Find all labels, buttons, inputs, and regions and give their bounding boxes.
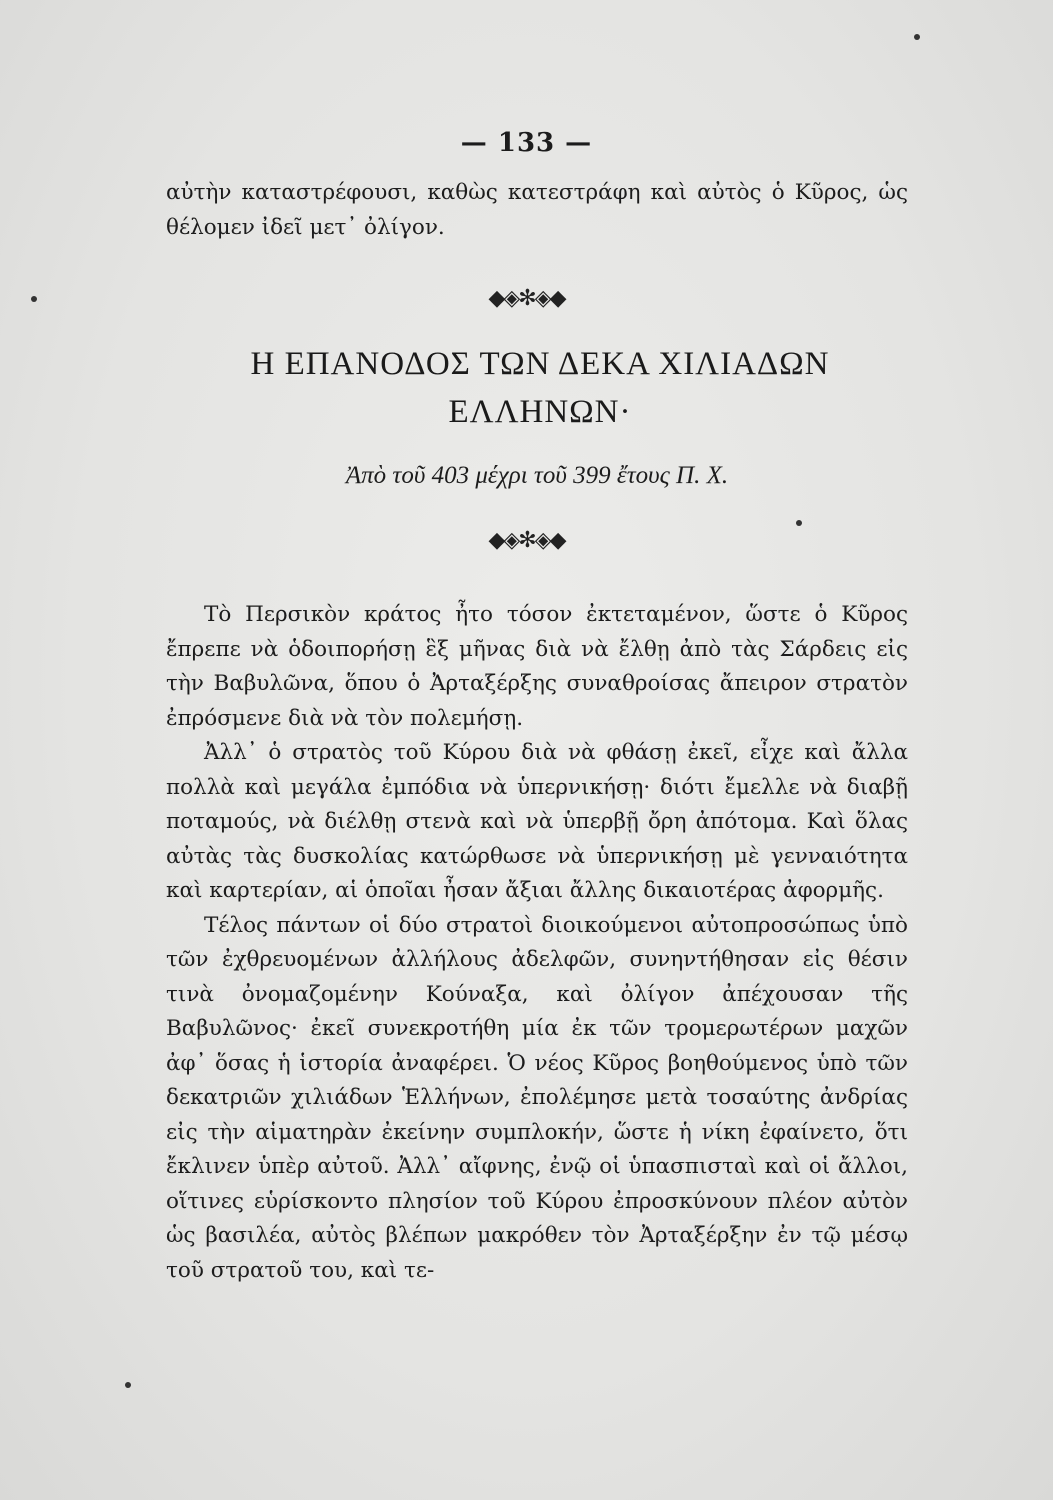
paragraph: Τὸ Περσικὸν κράτος ἦτο τόσον ἐκτεταμένον, ὥστε ὁ Κῦρος ἔπρεπε νὰ ὁδοιπορήσῃ ἓξ μῆνας διὰ νὰ ἔλθῃ ἀπὸ τὰς Σάρδεις εἰς τὴν Βαβυλῶνα, ὅπου ὁ Ἀρταξέρξης συναθροίσας ἄπειρον στρατὸν ἐπρόσμενε διὰ νὰ τὸν πολεμήσῃ. xyxy=(166,602,908,731)
speck xyxy=(914,34,920,40)
paragraph: Ἀλλ᾽ ὁ στρατὸς τοῦ Κύρου διὰ νὰ φθάσῃ ἐκεῖ, εἶχε καὶ ἄλλα πολλὰ καὶ μεγάλα ἐμπόδια νὰ ὑπερνικήσῃ· διότι ἔμελλε νὰ διαβῇ ποταμούς, νὰ διέλθῃ στενὰ καὶ νὰ ὑπερβῇ ὄρη ἀπότομα. Καὶ ὅλας αὐτὰς τὰς δυσκολίας κατώρθωσε νὰ ὑπερνικήσῃ μὲ γενναιότητα καὶ καρτερίαν, αἱ ὁποῖαι ἦσαν ἄξιαι ἄλλης δικαιοτέρας ἀφορμῆς. xyxy=(166,740,908,903)
chapter-title: Η ΕΠΑΝΟΔΟΣ ΤΩΝ ΔΕΚΑ ΧΙΛΙΑΔΩΝ ΕΛΛΗΝΩΝ· xyxy=(250,346,830,430)
ornament-bottom: ◆◈✻◈◆ xyxy=(488,528,565,553)
page-number: — 133 — xyxy=(460,128,593,158)
body-text xyxy=(166,598,908,1288)
speck xyxy=(125,1382,131,1388)
chapter-subtitle: Ἀπὸ τοῦ 403 μέχρι τοῦ 399 ἔτους Π. Χ. xyxy=(345,462,729,489)
speck xyxy=(796,520,802,526)
paragraph: Τέλος πάντων οἱ δύο στρατοὶ διοικούμενοι αὐτοπροσώπως ὑπὸ τῶν ἐχθρευομένων ἀλλήλους ἀδελφῶν, συνηντήθησαν εἰς θέσιν τινὰ ὀνομαζομένην Κούναξα, καὶ ὀλίγον ἀπέχουσαν τῆς Βαβυλῶνος· ἐκεῖ συνεκροτήθη μία ἐκ τῶν τρομερωτέρων μαχῶν ἀφ᾽ ὅσας ἡ ἱστορία ἀναφέρει. Ὁ νέος Κῦρος βοηθούμενος ὑπὸ τῶν δεκατριῶν χιλιάδων Ἑλλήνων, ἐπολέμησε μετὰ τοσαύτης ἀνδρίας εἰς τὴν αἱματηρὰν ἐκείνην συμπλοκήν, ὥστε ἡ νίκη ἐφαίνετο, ὅτι ἔκλινεν ὑπὲρ αὐτοῦ. Ἀλλ᾽ αἴφνης, ἐνῷ οἱ ὑπασπισταὶ καὶ οἱ ἄλλοι, οἵτινες εὑρίσκοντο πλησίον τοῦ Κύρου ἐπροσκύνουν πλέον αὐτὸν ὡς βασιλέα, αὐτὸς βλέπων μακρόθεν τὸν Ἀρταξέρξην ἐν τῷ μέσῳ τοῦ στρατοῦ του, καὶ τε- xyxy=(166,912,908,1283)
ornament-top: ◆◈✻◈◆ xyxy=(488,286,565,311)
continuation-text: αὐτὴν καταστρέφουσι, καθὼς κατεστράφη καὶ αὐτὸς ὁ Κῦρος, ὡς θέλομεν ἰδεῖ μετ᾽ ὀλίγον. xyxy=(166,180,908,240)
